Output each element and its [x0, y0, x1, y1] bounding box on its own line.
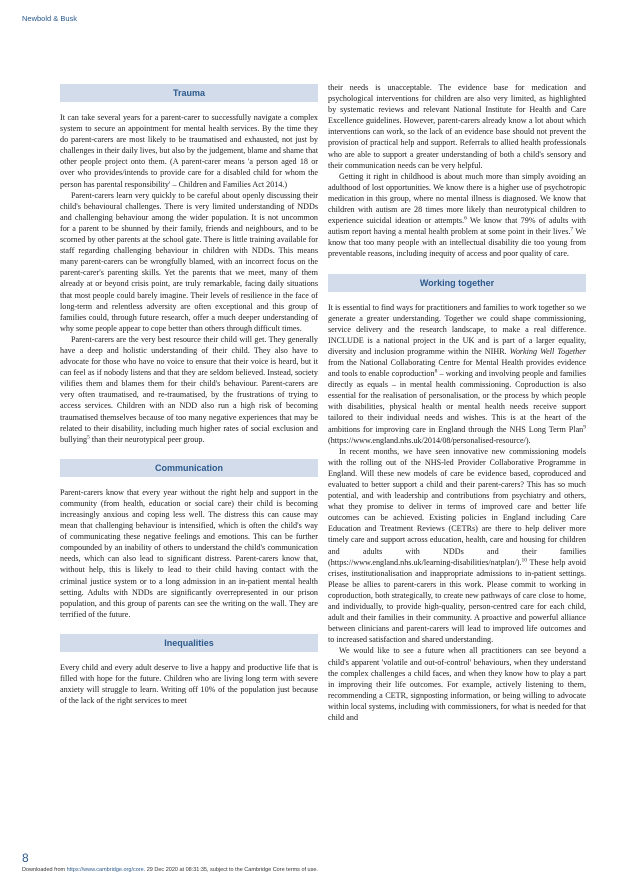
- reference-mark: 10: [521, 556, 528, 563]
- paragraph: It is essential to find ways for practitioners and families to work together so we generate a greater understanding. Together we could shape commissioning, service delivery and the research landscape, to make a real difference. INCLUDE is a national project in the UK and is part of a larger equality, diversity and inclusion programme within the NIHR. Working Well Together from the National Collaborating Centre for Mental Health provides evidence and tools to enable coproduction$^8$ – working and involving people and families directly as equals – in mental health commissioning. Coproduction is also essential for the realisation of personalisation, or the process by which people with disabilities, physical health or mental health needs receive support tailored to their individual needs and wishes. This is at the heart of the ambitions for improving care in England through the NHS Long Term Plan$^9$ (https://www.england.nhs.uk/2014/08/personalised-resource/).: [328, 302, 586, 445]
- reference-mark: 7: [570, 226, 574, 233]
- paragraph: their needs is unacceptable. The evidence base for medication and psychological interventions for children are also very limited, as highlighted by systematic reviews and relevant National Institute for Health and Care Excellence guidelines. However, parent-carers already know a lot about which interventions can work, so the lack of an evidence base should not prevent the provision of practical help and support. Referrals to allied health professionals who are able to support a greater understanding of both a child's sensory and their communication needs can be very helpful.: [328, 83, 586, 170]
- download-footer: Downloaded from https://www.cambridge.org/core. 29 Dec 2020 at 08:31:35, subject to the Cambridge Core terms of use.: [22, 867, 318, 873]
- paragraph: Getting it right in childhood is about much more than simply avoiding an adulthood of lost opportunities. We know there is a higher use of psychotropic medication in this group, where no mental illness is diagnosed. We know that children with autism are 28 times more likely than neurotypical children to experience suicidal ideation or attempts.$^6$ We know that 79% of adults with autism report having a mental health problem at some point in their lives.$^7$ We know that too many people with an intellectual disability die too young from preventable reasons, including inequity of access and poor quality of care.: [328, 171, 586, 259]
- paragraph: Every child and every adult deserve to live a happy and productive life that is filled with hope for the future. Children who are living long term with severe anxiety will struggle to learn. Writing off 10% of the population just because of the lack of the right services to meet: [60, 662, 318, 706]
- page-number: 8: [22, 851, 29, 865]
- right-column: [328, 82, 586, 723]
- paragraph: Parent-carers know that every year without the right help and support in the community (from health, education or social care) their child is becoming increasingly anxious and coping less well. The distress this can cause may mean that challenging behaviour is intensified, which is often the child's way of communicating these negative feelings and emotions. This can be further compounded by an inability of others to understand the child's communication needs, which can also lead to significant distress. Parent-carers know that, without help, this is likely to lead to their child having contact with the criminal justice system or to a long admission in an in-patient mental health setting. Adults with NDDs are significantly overrepresented in our prison population, and this group of parents can see the writing on the wall. They are terrified of the future.: [60, 487, 318, 619]
- section-heading-communication: Communication: [60, 459, 318, 477]
- paragraph: In recent months, we have seen innovative new commissioning models with the rolling out of the NHS-led Provider Collaborative Programme in England. Will these new models of care be evidence based, coproduced and evaluated to better support a child and their parent-carers? This has so much potential, and with leadership and contributions from psychiatry and others, what they promise to deliver in terms of improved care and better life outcomes can be achieved. Existing policies in England including Care Education and Treatment Reviews (CETRs) are there to help deliver more timely care and support across education, health, care and housing for children and adults with NDDs and their families (https://www.england.nhs.uk/learning-disabilities/natplan/).$^{10}$ These help avoid crises, institutionalisation and inappropriate admissions to in-patient settings. Please be allies to parent-carers in this work. Please commit to working in coproduction, both strategically, to create new pathways of care close to home, and individually, to provide high-quality, person-centred care for each child, adult and their families in their community. A proactive and powerful alliance between clinicians and parent-carers will lead to improved life outcomes and to increased satisfaction and shared understanding.: [328, 446, 586, 645]
- reference-mark: 8: [434, 368, 438, 375]
- reference-mark: 6: [464, 215, 467, 222]
- paragraph: It can take several years for a parent-carer to successfully navigate a complex system to secure an appointment for mental health services. By the time they do parent-carers are most likely to be traumatised and exhausted, not just by challenges in their daily lives, but also by the judgement, blame and shame that other people project onto them. (A parent-carer means 'a person aged 18 or over who provides/intends to provide care for a disabled child for whom the person has parental responsibility' – Children and Families Act 2014.): [60, 113, 318, 189]
- running-head: Newbold & Busk: [22, 14, 78, 23]
- section-heading-inequalities: Inequalities: [60, 634, 318, 652]
- left-column: [60, 82, 318, 706]
- cambridge-core-link[interactable]: https://www.cambridge.org/core: [66, 867, 144, 873]
- section-heading-working-together: Working together: [328, 274, 586, 292]
- paragraph: We would like to see a future when all practitioners can see beyond a child's apparent 'volatile and out-of-control' behaviours, when they understand the complex challenges a child faces, and when they know how to play a part in improving their life outcomes. For example, actively listening to them, recommending a CETR, signposting information, or being willing to advocate within local systems, including with commissioners, for what is needed for that child and: [328, 646, 586, 722]
- paragraph: Parent-carers learn very quickly to be careful about openly discussing their child's behavioural challenges. There is very limited understanding of NDDs and challenging behaviour among the wider population. It is not uncommon for a parent to be shunned by their family, friends and neighbours, and to be scorned by other parents at the school gate. There is little training available for staff regarding challenging behaviour in children with NDDs. This means many parent-carers can be wrongfully blamed, with an incorrect focus on the parent-carer's parenting skills. Yet the parents that we meet, many of them already at or beyond crisis point, are truly remarkable, facing daily situations that most people could barely imagine. Their levels of resilience in the face of long-term and relentless adversity are often exceptional and this group of families could, through future research, offer a much deeper understanding of why some people appear to cope better than others through difficult times.: [60, 190, 318, 333]
- paragraph: Parent-carers are the very best resource their child will get. They generally have a deep and holistic understanding of their child. They also have to advocate for those who have no voice to ensure that their voice is heard, but it can feel as if nobody listens and that they are seldom believed. Instead, society vilifies them and blames them for their child's behaviour. Parent-carers are very often traumatised, and re-traumatised, by the frustrations of trying to access services. Children with an NDD also run a high risk of becoming traumatised themselves because of too many negative experiences that may be related to their disability, including much higher rates of social exclusion and bullying$^5$ than their neurotypical peer group.: [60, 334, 318, 444]
- section-heading-trauma: Trauma: [60, 84, 318, 102]
- reference-mark: 9: [583, 423, 586, 430]
- reference-mark: 5: [87, 434, 90, 440]
